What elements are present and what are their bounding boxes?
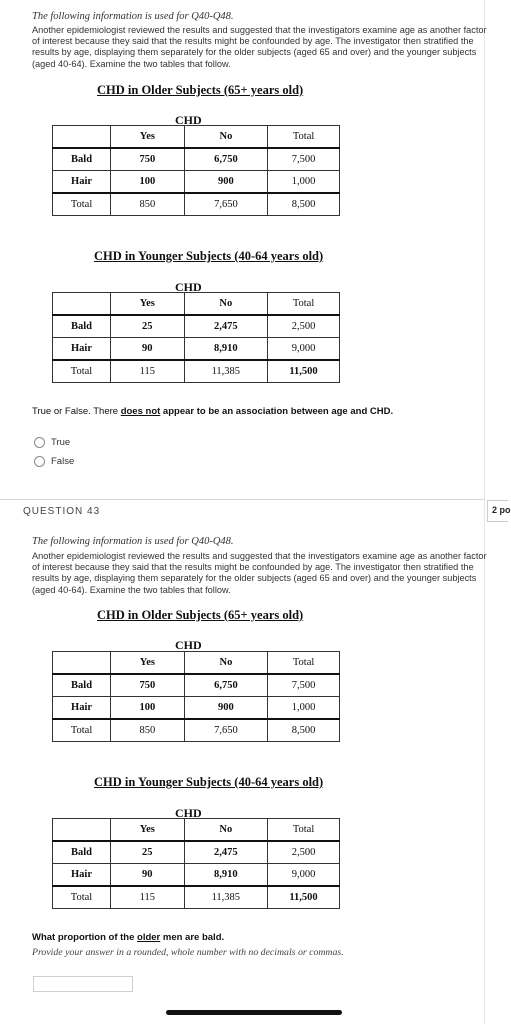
table-row: Hair 90 8,910 9,000 <box>53 338 340 361</box>
chd-label: CHD <box>175 806 202 820</box>
table-row: Hair 90 8,910 9,000 <box>53 864 340 887</box>
context-paragraph: Another epidemiologist reviewed the results and suggested that the investigators examine age as another factor of interest because they said that the results might be confounded by age. The investigator then stratified the results by age, displaying them separately for the older subjects (aged 65 and over) and the younger subjects (aged 40-64). Examine the two tables that follow. <box>32 25 487 69</box>
younger-table-title: CHD in Younger Subjects (40-64 years old) <box>94 249 324 263</box>
radio-button[interactable] <box>34 456 45 467</box>
table-row: Total 850 7,650 8,500 <box>53 719 340 742</box>
intro-note: The following information is used for Q40-Q48. <box>32 11 234 22</box>
older-subjects-table <box>52 651 340 742</box>
table-header-row: Yes No Total <box>53 293 340 316</box>
option-true[interactable] <box>34 437 70 448</box>
option-false[interactable] <box>34 456 74 467</box>
question-divider <box>0 499 485 500</box>
table-header-row: Yes No Total <box>53 819 340 842</box>
table-row: Hair 100 900 1,000 <box>53 171 340 194</box>
chd-label: CHD <box>175 113 202 127</box>
table-row: Bald 25 2,475 2,500 <box>53 841 340 864</box>
option-label: True <box>51 437 71 448</box>
context-paragraph: Another epidemiologist reviewed the results and suggested that the investigators examine age as another factor of interest because they said that the results might be confounded by age. The investigator then stratified the results by age, displaying them separately for the older subjects (aged 65 and over) and the younger subjects (aged 40-64). Examine the two tables that follow. <box>32 551 487 595</box>
chd-label: CHD <box>175 638 202 652</box>
points-badge: 2 po <box>487 500 508 522</box>
younger-subjects-table <box>52 292 340 383</box>
question-text: What proportion of the older men are bald. <box>32 932 225 943</box>
table-row: Bald 750 6,750 7,500 <box>53 148 340 171</box>
table-header-row: Yes No Total <box>53 652 340 675</box>
older-table-title: CHD in Older Subjects (65+ years old) <box>97 83 304 97</box>
header-no: No <box>184 126 268 149</box>
intro-note: The following information is used for Q40-Q48. <box>32 536 234 547</box>
table-row: Bald 750 6,750 7,500 <box>53 674 340 697</box>
header-total: Total <box>268 126 340 149</box>
home-indicator[interactable] <box>166 1010 342 1015</box>
chd-label: CHD <box>175 280 202 294</box>
table-row: Hair 100 900 1,000 <box>53 697 340 720</box>
radio-button[interactable] <box>34 437 45 448</box>
table-row: Total 115 11,385 11,500 <box>53 886 340 909</box>
table-row: Bald 25 2,475 2,500 <box>53 315 340 338</box>
older-table-title: CHD in Older Subjects (65+ years old) <box>97 608 304 622</box>
header-yes: Yes <box>111 126 185 149</box>
question-text: True or False. There does not appear to be an association between age and CHD. <box>32 406 394 417</box>
question-header: QUESTION 43 <box>23 506 101 517</box>
table-header-row <box>53 126 340 149</box>
younger-table-title: CHD in Younger Subjects (40-64 years old) <box>94 775 324 789</box>
page-right-border <box>484 0 485 1024</box>
answer-instruction: Provide your answer in a rounded, whole number with no decimals or commas. <box>32 947 344 958</box>
option-label: False <box>51 456 75 467</box>
older-subjects-table <box>52 125 340 216</box>
table-row: Total 850 7,650 8,500 <box>53 193 340 216</box>
younger-subjects-table <box>52 818 340 909</box>
answer-input[interactable] <box>33 976 133 992</box>
table-row: Total 115 11,385 11,500 <box>53 360 340 383</box>
